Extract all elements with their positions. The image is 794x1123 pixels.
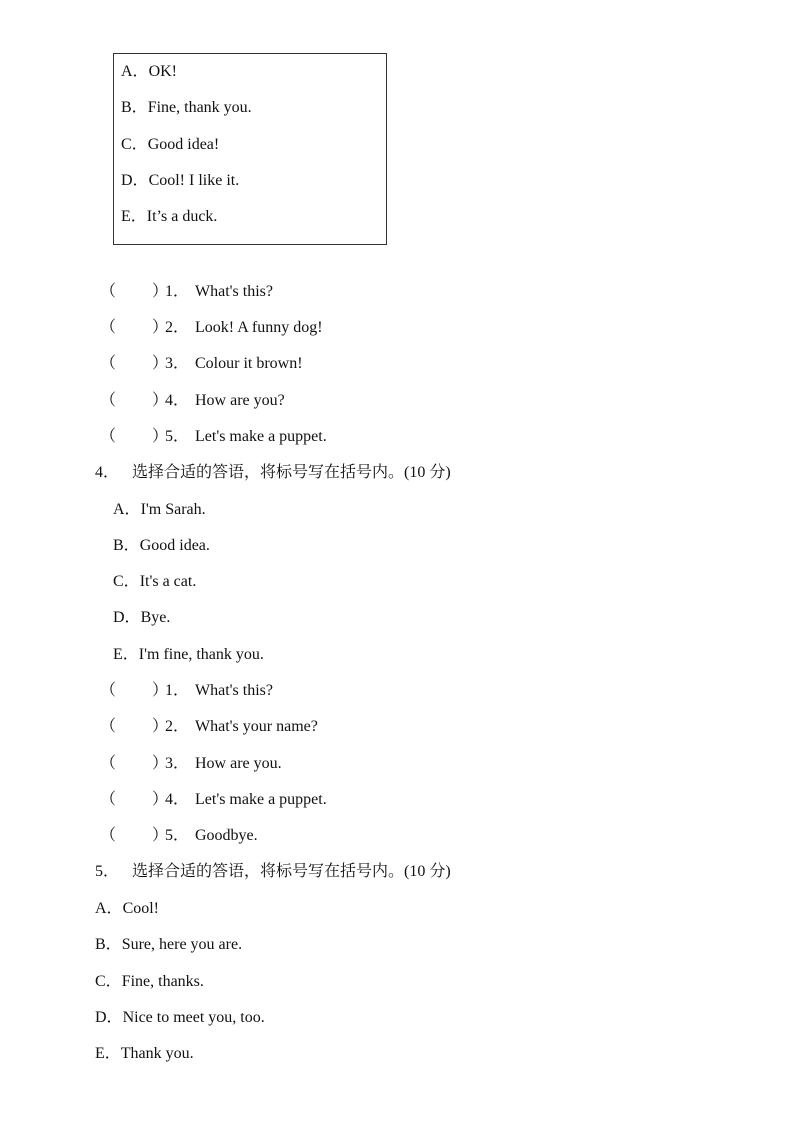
section4-option-b: B．Good idea. — [113, 537, 210, 554]
section4-option-c: C．It's a cat. — [113, 573, 197, 590]
part3-question-1: （ ）1． What's this? — [100, 283, 273, 300]
answer-bracket[interactable]: （ — [100, 718, 117, 735]
section5-option-c: C．Fine, thanks. — [95, 973, 204, 990]
section5-option-a: A．Cool! — [95, 900, 160, 917]
section5-option-b: B．Sure, here you are. — [95, 936, 243, 953]
section4-question-2: （ ）2． What's your name? — [100, 718, 318, 735]
section4-option-e: E．I'm fine, thank you. — [113, 646, 264, 663]
part3-question-4: （ ）4． How are you? — [100, 392, 285, 409]
answer-bracket[interactable]: （ — [100, 355, 117, 372]
part3-question-3: （ ）3． Colour it brown! — [100, 355, 303, 372]
answer-bracket[interactable]: （ — [100, 755, 117, 772]
box-option-a: A．OK! — [121, 63, 177, 80]
answer-bracket[interactable]: （ — [100, 428, 117, 445]
section-5-heading: 5． 选择合适的答语，将标号写在括号内。(10 分) — [95, 863, 451, 880]
answer-bracket[interactable]: （ — [100, 791, 117, 808]
box-option-e: E．It’s a duck. — [121, 208, 218, 225]
section4-question-1: （ ）1． What's this? — [100, 682, 273, 699]
box-option-c: C．Good idea! — [121, 136, 220, 153]
answer-bracket[interactable]: （ — [100, 392, 117, 409]
answer-bracket[interactable]: （ — [100, 283, 117, 300]
section4-option-a: A．I'm Sarah. — [113, 501, 206, 518]
answer-bracket[interactable]: （ — [100, 827, 117, 844]
section4-option-d: D．Bye. — [113, 609, 171, 626]
part3-question-5: （ ）5． Let's make a puppet. — [100, 428, 327, 445]
part3-question-2: （ ）2． Look! A funny dog! — [100, 319, 323, 336]
section5-option-d: D．Nice to meet you, too. — [95, 1009, 265, 1026]
section4-question-4: （ ）4． Let's make a puppet. — [100, 791, 327, 808]
section4-question-3: （ ）3． How are you. — [100, 755, 282, 772]
box-option-b: B．Fine, thank you. — [121, 99, 252, 116]
answer-bracket[interactable]: （ — [100, 682, 117, 699]
answer-bracket[interactable]: （ — [100, 319, 117, 336]
section5-option-e: E．Thank you. — [95, 1045, 194, 1062]
section4-question-5: （ ）5． Goodbye. — [100, 827, 258, 844]
box-option-d: D．Cool! I like it. — [121, 172, 240, 189]
section-4-heading: 4． 选择合适的答语，将标号写在括号内。(10 分) — [95, 464, 451, 481]
